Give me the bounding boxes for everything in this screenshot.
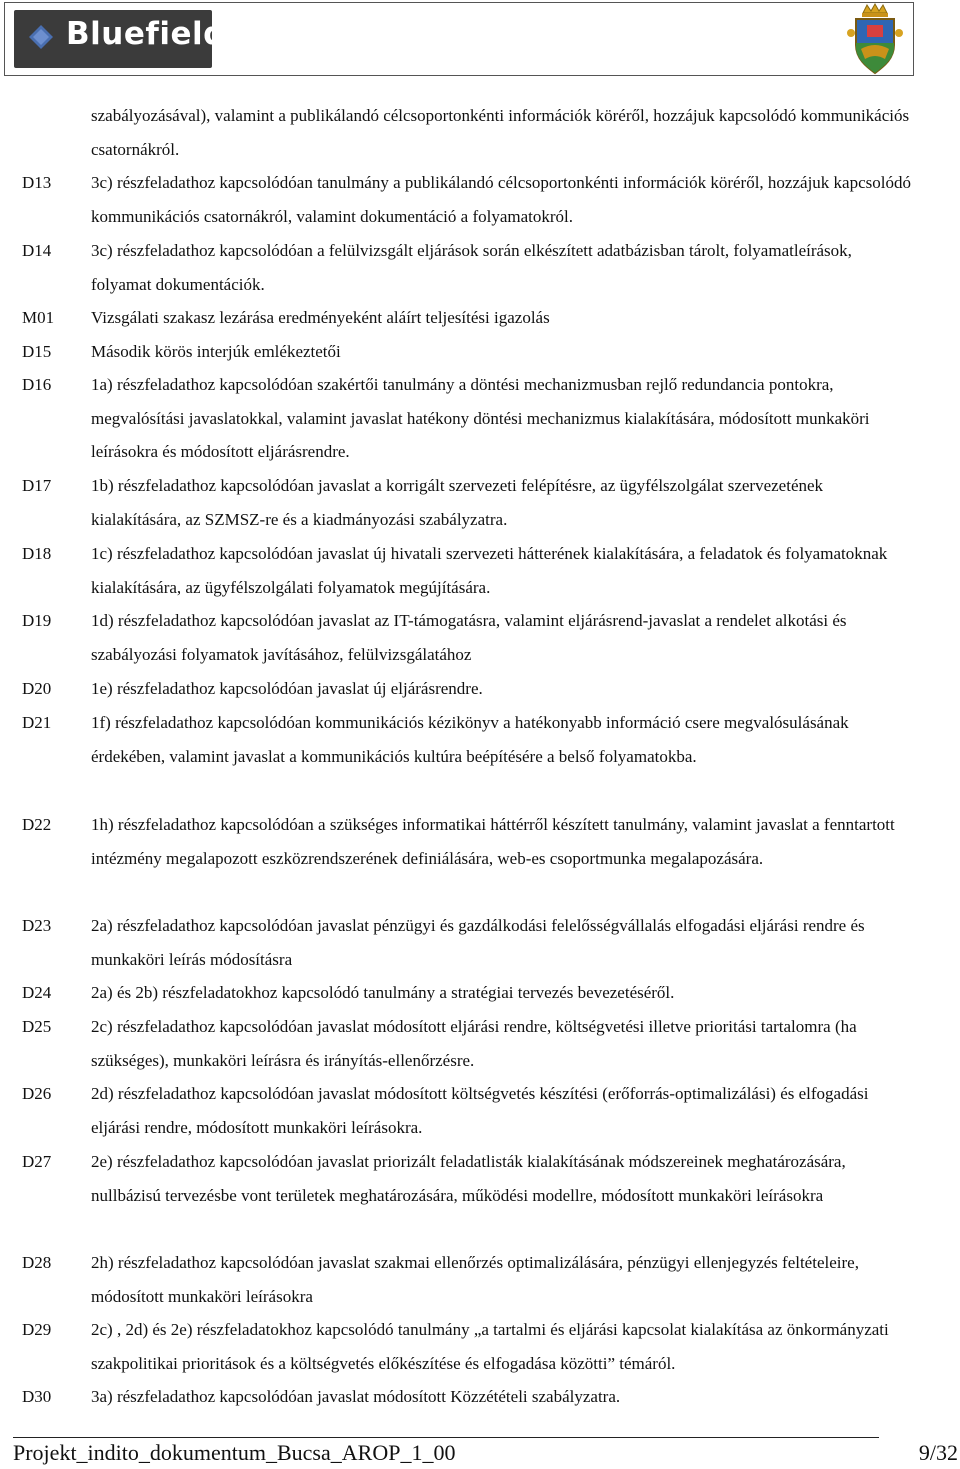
deliverable-description: 1h) részfeladathoz kapcsolódóan a szükséges informatikai háttérről készített tanulmány, valamint javaslat a fenntartott intézmény megalapozott eszközrendszerének definiálására, web-es csoportmunka megalapozására. <box>91 815 895 868</box>
deliverable-description: 2a) részfeladathoz kapcsolódóan javaslat pénzügyi és gazdálkodási felelősségvállalás elfogadási eljárási rendre és munkaköri leírás módosításra <box>91 916 865 969</box>
deliverable-code: D21 <box>22 713 52 732</box>
deliverable-code: D16 <box>22 375 52 394</box>
deliverable-description: 2c) , 2d) és 2e) részfeladatokhoz kapcsolódó tanulmány „a tartalmi és eljárási kapcsolat kialakítása az önkormányzati szakpolitikai prioritások és a költségvetés előkészítése és elfogadása közötti” témáról. <box>91 1320 889 1373</box>
footer-page-number: 9/32 <box>918 1440 958 1465</box>
page-header <box>4 2 914 76</box>
deliverable-code: D14 <box>22 241 52 260</box>
deliverable-description: 2h) részfeladathoz kapcsolódóan javaslat szakmai ellenőrzés optimalizálására, pénzügyi ellenjegyzés feltételeire, módosított munkaköri leírásokra <box>91 1253 859 1306</box>
deliverable-description: 1c) részfeladathoz kapcsolódóan javaslat új hivatali szervezeti hátterének kialakítására, a feladatok és folyamatoknak kialakítására, az ügyfélszolgálati folyamatok megújítására. <box>91 544 888 597</box>
bluefield-logo <box>14 10 226 68</box>
deliverable-description: 3c) részfeladathoz kapcsolódóan tanulmány a publikálandó célcsoportonkénti információk köréről, hozzájuk kapcsolódó kommunikációs csatornákról, valamint dokumentáció a folyamatokról. <box>91 173 911 226</box>
deliverable-code: D30 <box>22 1387 52 1406</box>
deliverable-description: 1e) részfeladathoz kapcsolódóan javaslat új eljárásrendre. <box>91 679 483 698</box>
deliverable-code: M01 <box>22 308 55 327</box>
deliverable-description: Vizsgálati szakasz lezárása eredményeként aláírt teljesítési igazolás <box>91 308 550 327</box>
deliverable-code: D25 <box>22 1017 52 1036</box>
continuation-text: szabályozásával), valamint a publikálandó célcsoportonkénti információk köréről, hozzájuk kapcsolódó kommunikációs csatornákról. <box>91 106 910 159</box>
deliverable-code: D28 <box>22 1253 52 1272</box>
deliverable-description: 1a) részfeladathoz kapcsolódóan szakértői tanulmány a döntési mechanizmusban rejlő redundancia pontokra, megvalósítási javaslatokkal, valamint javaslat hatékony döntési mechanizmus kialakítására, módosított munkaköri leírásokra és módosított eljárásrendre. <box>91 375 870 462</box>
blue-diamond-logo-icon <box>28 24 54 50</box>
deliverable-code: D15 <box>22 342 52 361</box>
coat-of-arms-icon <box>847 3 903 75</box>
deliverable-code: D24 <box>22 983 52 1002</box>
deliverable-description: Második körös interjúk emlékeztetői <box>91 342 341 361</box>
deliverable-code: D20 <box>22 679 52 698</box>
footer-document-name: Projekt_indito_dokumentum_Bucsa_AROP_1_00 <box>13 1440 456 1465</box>
deliverable-description: 2a) és 2b) részfeladatokhoz kapcsolódó tanulmány a stratégiai tervezés bevezetéséről. <box>91 983 675 1002</box>
deliverable-code: D13 <box>22 173 52 192</box>
deliverable-description: 2e) részfeladathoz kapcsolódóan javaslat priorizált feladatlisták kialakításának módszereinek meghatározására, nullbázisú tervezésbe vont területek meghatározására, működési modellre, módosított munkaköri leírásokra <box>91 1152 846 1205</box>
deliverable-code: D18 <box>22 544 52 563</box>
deliverable-code: D26 <box>22 1084 52 1103</box>
deliverable-description: 2c) részfeladathoz kapcsolódóan javaslat módosított eljárási rendre, költségvetési illetve prioritási tartalomra (ha szükséges), munkaköri leírásra és irányítás-ellenőrzésre. <box>91 1017 857 1070</box>
deliverable-description: 1d) részfeladathoz kapcsolódóan javaslat az IT-támogatásra, valamint eljárásrend-javaslat a rendelet alkotási és szabályozási folyamatok javításához, felülvizsgálatához <box>91 611 847 664</box>
deliverable-description: 3a) részfeladathoz kapcsolódóan javaslat módosított Közzétételi szabályzatra. <box>91 1387 621 1406</box>
deliverable-description: 1b) részfeladathoz kapcsolódóan javaslat a korrigált szervezeti felépítésre, az ügyfélszolgálat szervezetének kialakítására, az SZMSZ-re és a kiadmányozási szabályzatra. <box>91 476 824 529</box>
deliverable-code: D17 <box>22 476 52 495</box>
deliverable-description: 1f) részfeladathoz kapcsolódóan kommunikációs kézikönyv a hatékonyabb információ csere megvalósulásának érdekében, valamint javaslat a kommunikációs kultúra beépítésére a belső folyamatokba. <box>91 713 849 766</box>
deliverable-code: D19 <box>22 611 52 630</box>
deliverable-code: D22 <box>22 815 52 834</box>
deliverable-description: 3c) részfeladathoz kapcsolódóan a felülvizsgált eljárások során elkészített adatbázisban tárolt, folyamatleírások, folyamat dokumentációk. <box>91 241 852 294</box>
footer-rule <box>13 1437 879 1438</box>
logo-text: Bluefield <box>66 16 226 52</box>
deliverable-code: D27 <box>22 1152 52 1171</box>
deliverable-code: D23 <box>22 916 52 935</box>
deliverable-code: D29 <box>22 1320 52 1339</box>
deliverable-description: 2d) részfeladathoz kapcsolódóan javaslat módosított költségvetés készítési (erőforrás-optimalizálási) és elfogadási eljárási rendre, módosított munkaköri leírásokra. <box>91 1084 869 1137</box>
